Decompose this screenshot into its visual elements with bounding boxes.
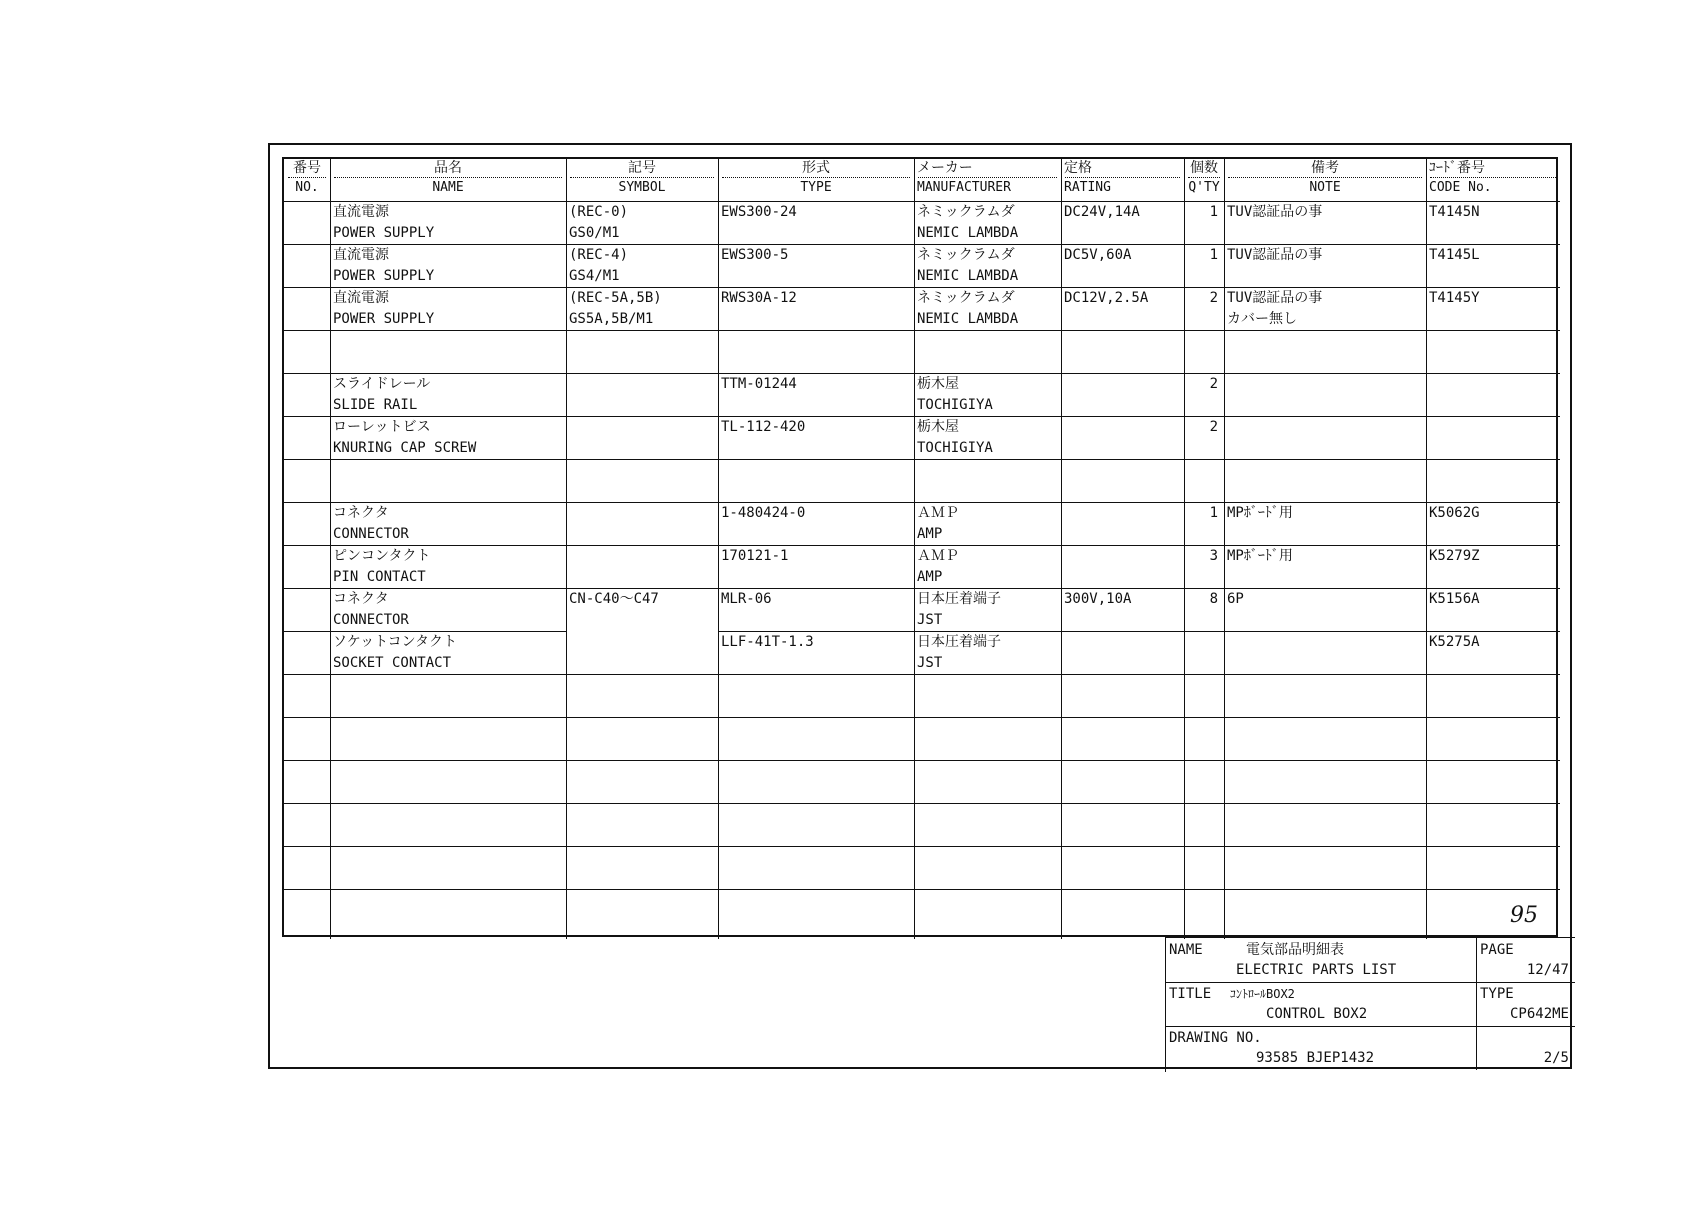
header-note-en: NOTE: [1309, 180, 1341, 195]
parts-table: [282, 157, 1558, 937]
cell-name-jp: 直流電源: [333, 247, 389, 263]
table-row: [284, 287, 1560, 330]
table-row: [284, 674, 1560, 717]
name-label: NAME: [1169, 942, 1203, 958]
header-symbol-en: SYMBOL: [618, 180, 666, 195]
name-en: ELECTRIC PARTS LIST: [1236, 962, 1397, 978]
cell-name-en: CONNECTOR: [333, 612, 409, 628]
cell-qty: 2: [1209, 419, 1218, 435]
cell-maker-jp: ネミックラムダ: [917, 290, 1015, 306]
cell-name-jp: ソケットコンタクト: [333, 634, 458, 650]
header-qty: [1184, 159, 1224, 201]
cell-maker-en: JST: [917, 655, 943, 671]
table-row: [284, 459, 1560, 502]
cell-name-en: CONNECTOR: [333, 526, 409, 542]
cell-symbol1: (REC-0): [569, 204, 629, 220]
cell-maker-en: NEMIC LAMBDA: [917, 311, 1019, 327]
cell-maker-jp: 栃木屋: [917, 419, 959, 435]
header-code-jp: ｺｰﾄﾞ番号: [1429, 160, 1485, 176]
table-row: [284, 502, 1560, 545]
cell-symbol1: (REC-5A,5B): [569, 290, 662, 306]
cell-maker-en: AMP: [917, 526, 943, 542]
title-label: TITLE: [1169, 986, 1212, 1002]
header-qty-jp: 個数: [1190, 160, 1218, 176]
cell-symbol1: (REC-4): [569, 247, 629, 263]
cell-note1: MPﾎﾞｰﾄﾞ用: [1227, 505, 1293, 521]
sheet-value: 2/5: [1543, 1050, 1569, 1066]
cell-maker-en: TOCHIGIYA: [917, 397, 993, 413]
cell-name-en: POWER SUPPLY: [333, 225, 435, 241]
cell-type: 170121-1: [721, 548, 789, 564]
cell-name-en: KNURING CAP SCREW: [333, 440, 477, 456]
header-note: [1224, 159, 1426, 201]
cell-qty: 1: [1209, 505, 1218, 521]
header-maker: [914, 159, 1061, 201]
cell-name-jp: 直流電源: [333, 290, 389, 306]
header-type: [718, 159, 914, 201]
table-row: [284, 416, 1560, 459]
table-row: [284, 330, 1560, 373]
cell-maker-jp: ネミックラムダ: [917, 204, 1015, 220]
header-qty-en: Q'TY: [1188, 180, 1220, 195]
table-row: [284, 588, 1560, 631]
cell-note1: 6P: [1227, 591, 1244, 607]
cell-symbol2: GS0/M1: [569, 225, 620, 241]
cell-qty: 1: [1209, 247, 1218, 263]
cell-code: T4145Y: [1429, 290, 1480, 306]
table-row: [284, 846, 1560, 889]
cell-name-en: POWER SUPPLY: [333, 311, 435, 327]
cell-code: K5062G: [1429, 505, 1480, 521]
cell-name-en: PIN CONTACT: [333, 569, 426, 585]
cell-qty: 8: [1209, 591, 1218, 607]
cell-type: EWS300-5: [721, 247, 789, 263]
cell-maker-jp: ＡＭＰ: [917, 505, 959, 521]
header-symbol-jp: 記号: [628, 160, 656, 176]
cell-note1: TUV認証品の事: [1227, 290, 1323, 306]
cell-qty: 1: [1209, 204, 1218, 220]
cell-type: TTM-01244: [721, 376, 797, 392]
table-row: [284, 631, 1560, 674]
header-name-en: NAME: [432, 180, 464, 195]
header-type-en: TYPE: [800, 180, 832, 195]
cell-name-jp: 直流電源: [333, 204, 389, 220]
cell-maker-jp: 栃木屋: [917, 376, 959, 392]
type-label: TYPE: [1480, 986, 1514, 1002]
table-row: [284, 201, 1560, 244]
cell-rating: DC12V,2.5A: [1064, 290, 1149, 306]
drawing-sheet: [268, 143, 1572, 1069]
cell-name-jp: ローレットビス: [333, 419, 431, 435]
cell-name-jp: コネクタ: [333, 505, 389, 521]
cell-code: K5156A: [1429, 591, 1480, 607]
header-rating: [1061, 159, 1184, 201]
drawing-value: 93585 BJEP1432: [1256, 1050, 1375, 1066]
name-jp: 電気部品明細表: [1246, 942, 1344, 958]
page-value: 12/47: [1526, 962, 1569, 978]
header-rating-en: RATING: [1064, 180, 1111, 195]
cell-maker-en: AMP: [917, 569, 943, 585]
cell-maker-jp: 日本圧着端子: [917, 591, 1001, 607]
cell-name-en: POWER SUPPLY: [333, 268, 435, 284]
cell-maker-en: JST: [917, 612, 943, 628]
header-type-jp: 形式: [802, 160, 830, 176]
cell-qty: 2: [1209, 290, 1218, 306]
cell-symbol1: CN-C40～C47: [569, 591, 659, 607]
cell-rating: DC5V,60A: [1064, 247, 1132, 263]
header-note-jp: 備考: [1311, 160, 1339, 176]
header-maker-jp: メーカー: [917, 160, 973, 176]
cell-maker-jp: 日本圧着端子: [917, 634, 1001, 650]
cell-note1: MPﾎﾞｰﾄﾞ用: [1227, 548, 1293, 564]
header-no-jp: 番号: [293, 160, 321, 176]
cell-type: EWS300-24: [721, 204, 797, 220]
table-row: [284, 889, 1560, 932]
cell-type: TL-112-420: [721, 419, 806, 435]
cell-code: T4145L: [1429, 247, 1480, 263]
header-no: [284, 159, 330, 201]
title-block: [1165, 937, 1575, 1072]
header-maker-en: MANUFACTURER: [917, 180, 1011, 195]
cell-name-en: SLIDE RAIL: [333, 397, 418, 413]
cell-maker-jp: ネミックラムダ: [917, 247, 1015, 263]
header-name: [330, 159, 566, 201]
cell-maker-en: NEMIC LAMBDA: [917, 268, 1019, 284]
header-no-en: NO.: [295, 180, 319, 195]
header-rating-jp: 定格: [1064, 160, 1092, 176]
header-symbol: [566, 159, 718, 201]
cell-maker-en: TOCHIGIYA: [917, 440, 993, 456]
header-name-jp: 品名: [434, 160, 462, 176]
table-row: [284, 545, 1560, 588]
table-row: [284, 717, 1560, 760]
handwritten-page-mark: 95: [1510, 903, 1538, 928]
cell-type: MLR-06: [721, 591, 772, 607]
cell-type: 1-480424-0: [721, 505, 806, 521]
cell-qty: 2: [1209, 376, 1218, 392]
drawing-label: DRAWING NO.: [1169, 1030, 1262, 1046]
cell-note2: カバー無し: [1227, 311, 1297, 327]
cell-note1: TUV認証品の事: [1227, 247, 1323, 263]
header-code: [1426, 159, 1560, 201]
cell-rating: 300V,10A: [1064, 591, 1132, 607]
cell-maker-jp: ＡＭＰ: [917, 548, 959, 564]
header-code-en: CODE No.: [1429, 180, 1492, 195]
title-jp: ｺﾝﾄﾛｰﾙBOX2: [1230, 987, 1295, 1001]
table-row: [284, 373, 1560, 416]
table-row: [284, 244, 1560, 287]
cell-qty: 3: [1209, 548, 1218, 564]
cell-code: K5275A: [1429, 634, 1480, 650]
cell-code: T4145N: [1429, 204, 1480, 220]
cell-name-en: SOCKET CONTACT: [333, 655, 452, 671]
cell-symbol2: GS5A,5B/M1: [569, 311, 654, 327]
table-row: [284, 760, 1560, 803]
cell-code: K5279Z: [1429, 548, 1480, 564]
cell-name-jp: スライドレール: [333, 376, 431, 392]
table-row: [284, 803, 1560, 846]
title-en: CONTROL BOX2: [1266, 1006, 1368, 1022]
cell-type: LLF-41T-1.3: [721, 634, 814, 650]
cell-rating: DC24V,14A: [1064, 204, 1140, 220]
cell-name-jp: ピンコンタクト: [333, 548, 431, 564]
cell-maker-en: NEMIC LAMBDA: [917, 225, 1019, 241]
type-value: CP642ME: [1509, 1006, 1569, 1022]
page-label: PAGE: [1480, 942, 1514, 958]
cell-note1: TUV認証品の事: [1227, 204, 1323, 220]
cell-name-jp: コネクタ: [333, 591, 389, 607]
cell-symbol2: GS4/M1: [569, 268, 620, 284]
cell-type: RWS30A-12: [721, 290, 797, 306]
